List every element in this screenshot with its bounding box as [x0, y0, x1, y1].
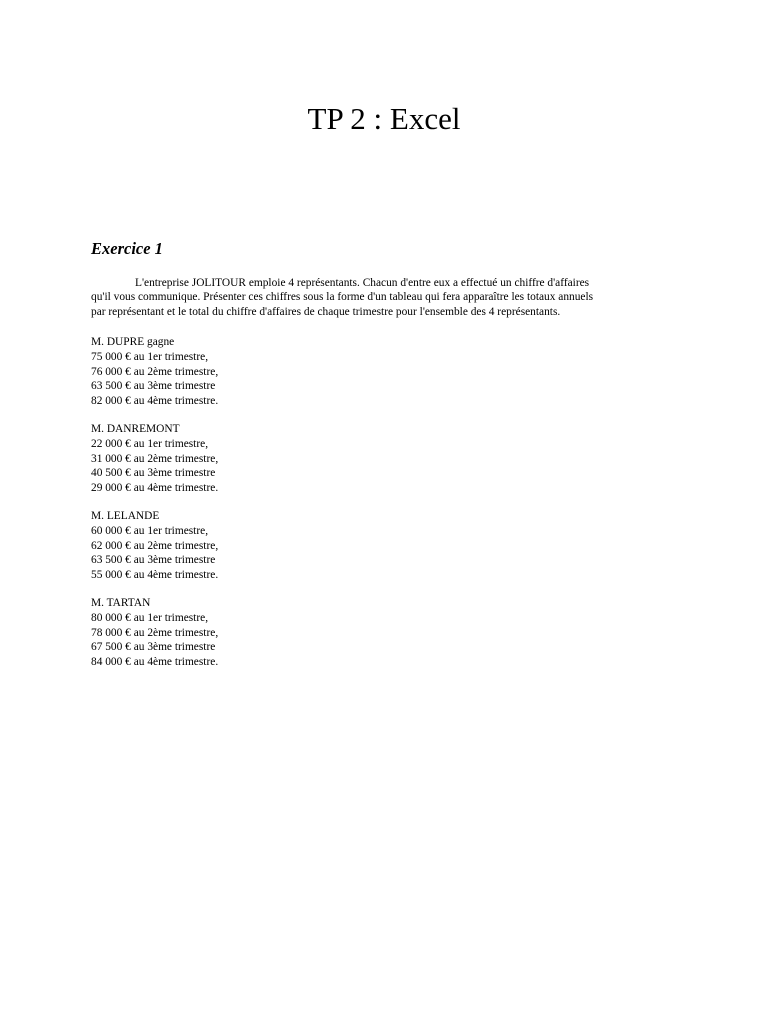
- page-title: TP 2 : Excel: [307, 101, 461, 136]
- revenue-line: 84 000 € au 4ème trimestre.: [91, 655, 219, 668]
- revenue-line: 29 000 € au 4ème trimestre.: [91, 481, 219, 494]
- representative-name: M. LELANDE: [91, 510, 160, 522]
- intro-line: [91, 276, 671, 290]
- revenue-line: 82 000 € au 4ème trimestre.: [91, 394, 219, 407]
- revenue-line: 75 000 € au 1er trimestre,: [91, 351, 209, 364]
- revenue-line: 63 500 € au 3ème trimestre: [91, 380, 216, 393]
- intro-paragraph: [91, 276, 671, 319]
- intro-line-text: L'entreprise JOLITOUR emploie 4 représentants. Chacun d'entre eux a effectué un chiffre d'affaires: [135, 277, 590, 289]
- revenue-line: 76 000 € au 2ème trimestre,: [91, 365, 219, 378]
- revenue-line: 67 500 € au 3ème trimestre: [91, 641, 216, 654]
- exercise-heading: Exercice 1: [91, 239, 163, 258]
- representative-name: M. DUPRE gagne: [91, 336, 175, 348]
- intro-line: par représentant et le total du chiffre d'affaires de chaque trimestre pour l'ensemble des 4 représentants.: [91, 305, 561, 318]
- representative-name: M. DANREMONT: [91, 423, 180, 435]
- revenue-line: 60 000 € au 1er trimestre,: [91, 525, 209, 538]
- revenue-line: 78 000 € au 2ème trimestre,: [91, 626, 219, 639]
- representative-block-dupre: [91, 335, 218, 408]
- revenue-line: 62 000 € au 2ème trimestre,: [91, 539, 219, 552]
- revenue-line: 63 500 € au 3ème trimestre: [91, 554, 216, 567]
- revenue-line: 22 000 € au 1er trimestre,: [91, 438, 209, 451]
- revenue-line: 80 000 € au 1er trimestre,: [91, 612, 209, 625]
- intro-line: qu'il vous communique. Présenter ces chiffres sous la forme d'un tableau qui fera apparaître les totaux annuels: [91, 291, 594, 304]
- representative-name: M. TARTAN: [91, 597, 151, 609]
- revenue-line: 31 000 € au 2ème trimestre,: [91, 452, 219, 465]
- revenue-line: 55 000 € au 4ème trimestre.: [91, 568, 219, 581]
- revenue-line: 40 500 € au 3ème trimestre: [91, 467, 216, 480]
- representative-block-tartan: [91, 596, 218, 669]
- representative-block-lelande: [91, 509, 218, 582]
- representative-block-danremont: [91, 422, 218, 495]
